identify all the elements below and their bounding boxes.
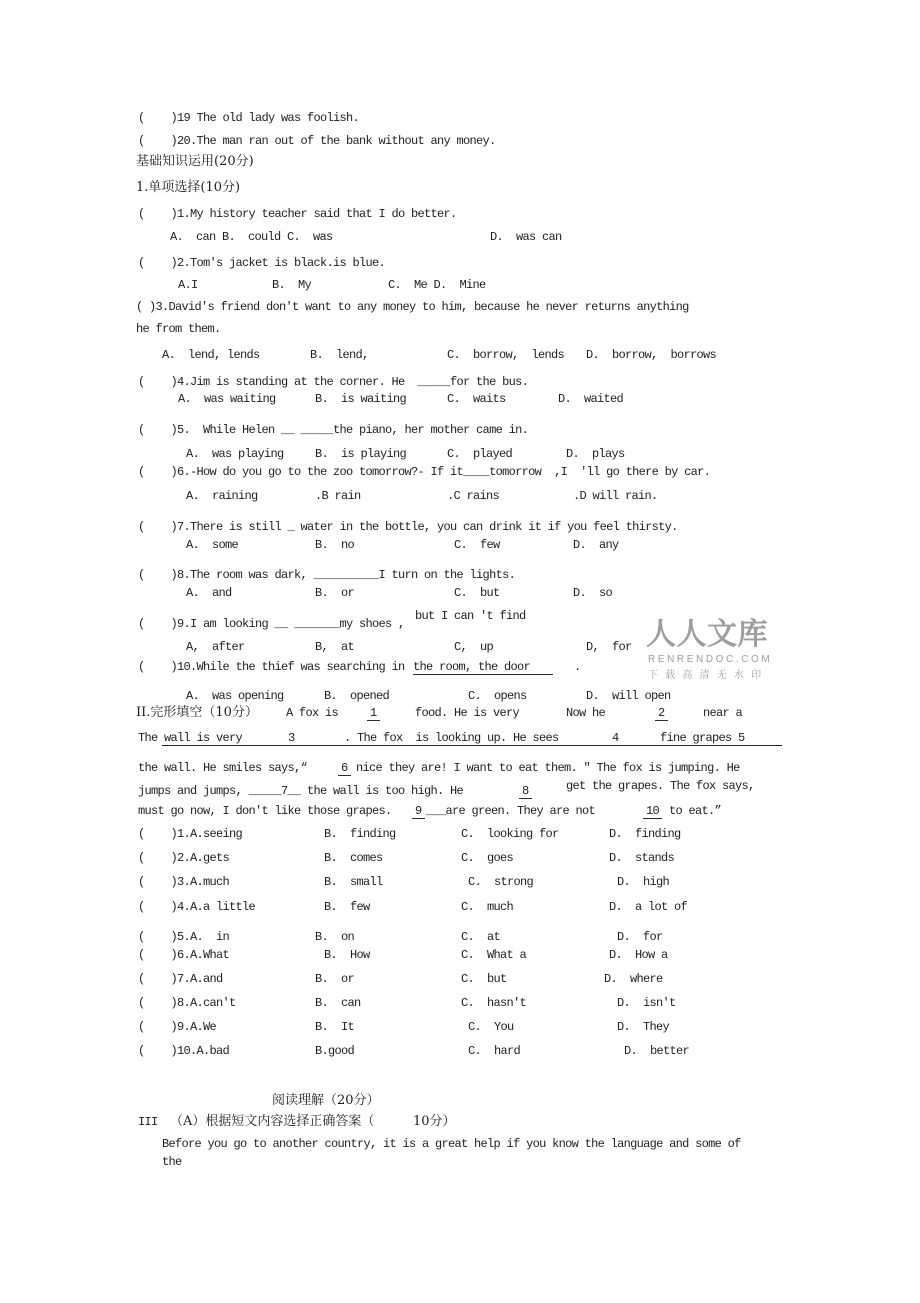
option-text: B. comes [324, 851, 383, 865]
option-text: B. is playing [315, 447, 407, 461]
option-text: A. some [186, 538, 239, 552]
question-stem: ( )7.There is still _ water in the bottle, you can drink it if you feel thirsty. [138, 520, 678, 534]
option-text: D. They [617, 1020, 670, 1034]
cloze-question-label: ( )5.A. in [138, 930, 230, 944]
cloze-question-label: ( )2.A.gets [138, 851, 230, 865]
cloze-question-label: ( )3.A.much [138, 875, 230, 889]
option-text: B.good [315, 1044, 355, 1058]
option-text: B. My [272, 278, 312, 292]
watermark-logo: 人人文库 [646, 617, 768, 652]
option-text: A. lend, lends [162, 348, 260, 362]
cloze-blank-number: 2 [655, 706, 668, 721]
option-text: A.I [178, 278, 198, 292]
underline-rule [162, 745, 782, 746]
question-stem-end: . [574, 660, 581, 674]
cloze-question-label: ( )9.A.We [138, 1020, 217, 1034]
question-stem-continued: but I can 't find [415, 609, 526, 623]
option-text: A. can B. could C. was [170, 230, 333, 244]
option-text: D. waited [558, 392, 624, 406]
reading-points: 10分） [413, 1114, 456, 1129]
option-text: A. and [186, 586, 232, 600]
option-text: D. How a [609, 948, 668, 962]
option-text: C. goes [461, 851, 514, 865]
cloze-passage-text: food. He is very [415, 706, 520, 720]
option-text: B. How [324, 948, 370, 962]
option-text: D. will open [586, 689, 671, 703]
true-false-question-20: ( )20.The man ran out of the bank without any money. [138, 134, 496, 148]
option-text: B. or [315, 972, 355, 986]
option-text: B. small [324, 875, 383, 889]
cloze-blank-number: 6 [338, 761, 351, 776]
option-text: D. where [604, 972, 663, 986]
cloze-passage-text: A fox is [286, 706, 339, 720]
option-text: B. no [315, 538, 355, 552]
option-text: D. any [573, 538, 619, 552]
cloze-question-label: ( )8.A.can't [138, 996, 236, 1010]
option-text: B. few [324, 900, 370, 914]
question-stem: ( )9.I am looking __ _______my shoes , [138, 617, 405, 631]
section-title-cloze: II.完形填空（10分） [136, 705, 258, 720]
cloze-question-label: ( )6.A.What [138, 948, 230, 962]
option-text: B, at [315, 640, 355, 654]
option-text: C. played [447, 447, 513, 461]
cloze-question-label: ( )1.A.seeing [138, 827, 243, 841]
option-text: C. hasn't [461, 996, 527, 1010]
option-text: D. so [573, 586, 613, 600]
option-text: C. borrow, lends [447, 348, 565, 362]
option-text: A. was playing [186, 447, 284, 461]
question-stem-continued: he from them. [136, 322, 221, 336]
section-title-reading: 阅读理解（20分） [272, 1093, 380, 1108]
option-text: C. but [454, 586, 500, 600]
option-text: C. You [468, 1020, 514, 1034]
option-text: A. raining [186, 489, 258, 503]
option-text: C. waits [447, 392, 506, 406]
section-number: III [138, 1115, 158, 1129]
cloze-passage-text: The wall is very [138, 731, 243, 745]
cloze-passage-text: ___are green. They are not [426, 804, 596, 818]
option-text: B. can [315, 996, 361, 1010]
option-text: A. was waiting [178, 392, 276, 406]
question-stem: ( )6.-How do you go to the zoo tomorrow?- If it____tomorrow ,I 'll go there by car. [138, 465, 711, 479]
question-stem: ( )3.David's friend don't want to any money to him, because he never returns anything [136, 300, 689, 314]
subsection-title-single-choice: 1.单项选择(10分) [136, 180, 241, 195]
option-text: D. finding [609, 827, 681, 841]
option-text: D. high [617, 875, 670, 889]
option-text: C. but [461, 972, 507, 986]
watermark-slogan: 下 载 高 清 无 水 印 [648, 670, 764, 681]
option-text: D. a lot of [609, 900, 688, 914]
option-text: D. better [624, 1044, 690, 1058]
question-stem: ( )10.While the thief was searching in [138, 660, 405, 674]
option-text: C. Me D. Mine [388, 278, 486, 292]
option-text: C, up [454, 640, 494, 654]
cloze-question-label: ( )10.A.bad [138, 1044, 230, 1058]
cloze-passage-text: Now he [566, 706, 606, 720]
cloze-passage-text: near a [703, 706, 743, 720]
option-text: D. borrow, borrows [586, 348, 717, 362]
true-false-question-19: ( )19 The old lady was foolish. [138, 111, 360, 125]
question-stem: ( )5. While Helen __ _____the piano, her mother came in. [138, 423, 529, 437]
option-text: A. was opening [186, 689, 284, 703]
option-text: B. is waiting [315, 392, 407, 406]
option-text: B. on [315, 930, 355, 944]
option-text: C. at [461, 930, 501, 944]
cloze-question-label: ( )4.A.a little [138, 900, 256, 914]
cloze-passage-text: must go now, I don't like those grapes. [138, 804, 392, 818]
cloze-blank-number: 10 [643, 804, 662, 819]
option-text: A, after [186, 640, 245, 654]
option-text: D. for [617, 930, 663, 944]
option-text: D. was can [490, 230, 562, 244]
option-text: B. lend, [310, 348, 369, 362]
option-text: D. stands [609, 851, 675, 865]
cloze-question-label: ( )7.A.and [138, 972, 223, 986]
option-text: C. much [461, 900, 514, 914]
section-title-basics: 基础知识运用(20分) [136, 154, 254, 169]
cloze-passage-text: . The fox is looking up. He sees [344, 731, 559, 745]
watermark-site: RENRENDOC.COM [648, 654, 773, 665]
cloze-passage-text: get the grapes. The fox says, [566, 779, 755, 793]
cloze-blank-number: 4 [612, 731, 619, 745]
option-text: .D will rain. [573, 489, 658, 503]
cloze-blank-number: 3 [288, 731, 295, 745]
question-stem-underlined: the room, the door [413, 660, 553, 675]
cloze-passage-text: fine grapes 5 [660, 731, 745, 745]
reading-passage-line: Before you go to another country, it is a great help if you know the language and some of [162, 1137, 741, 1151]
reading-instruction: （A）根据短文内容选择正确答案（ [170, 1114, 375, 1129]
cloze-passage-text: to eat.” [669, 804, 722, 818]
question-stem: ( )2.Tom's jacket is black.is blue. [138, 256, 386, 270]
question-stem: ( )8.The room was dark, __________I turn on the lights. [138, 568, 516, 582]
option-text: C. What a [461, 948, 527, 962]
option-text: B. finding [324, 827, 396, 841]
option-text: D. isn't [617, 996, 676, 1010]
option-text: D, for [586, 640, 632, 654]
option-text: .C rains [447, 489, 500, 503]
reading-passage-line: the [162, 1155, 182, 1169]
cloze-passage-text: jumps and jumps, _____7__ the wall is too high. He [138, 784, 464, 798]
option-text: B. It [315, 1020, 355, 1034]
cloze-passage-text: the wall. He smiles says,“ [138, 761, 308, 775]
option-text: C. looking for [461, 827, 559, 841]
cloze-blank-number: 9 [412, 804, 425, 819]
option-text: C. few [454, 538, 500, 552]
cloze-passage-text: nice they are! I want to eat them. ″ The fox is jumping. He [356, 761, 740, 775]
option-text: C. hard [468, 1044, 521, 1058]
option-text: B. opened [324, 689, 390, 703]
option-text: C. strong [468, 875, 534, 889]
option-text: C. opens [468, 689, 527, 703]
option-text: D. plays [566, 447, 625, 461]
option-text: B. or [315, 586, 355, 600]
question-stem: ( )4.Jim is standing at the corner. He _____for the bus. [138, 375, 529, 389]
cloze-blank-number: 8 [519, 784, 532, 799]
question-stem: ( )1.My history teacher said that I do better. [138, 207, 457, 221]
cloze-blank-number: 1 [367, 706, 380, 721]
option-text: .B rain [315, 489, 361, 503]
